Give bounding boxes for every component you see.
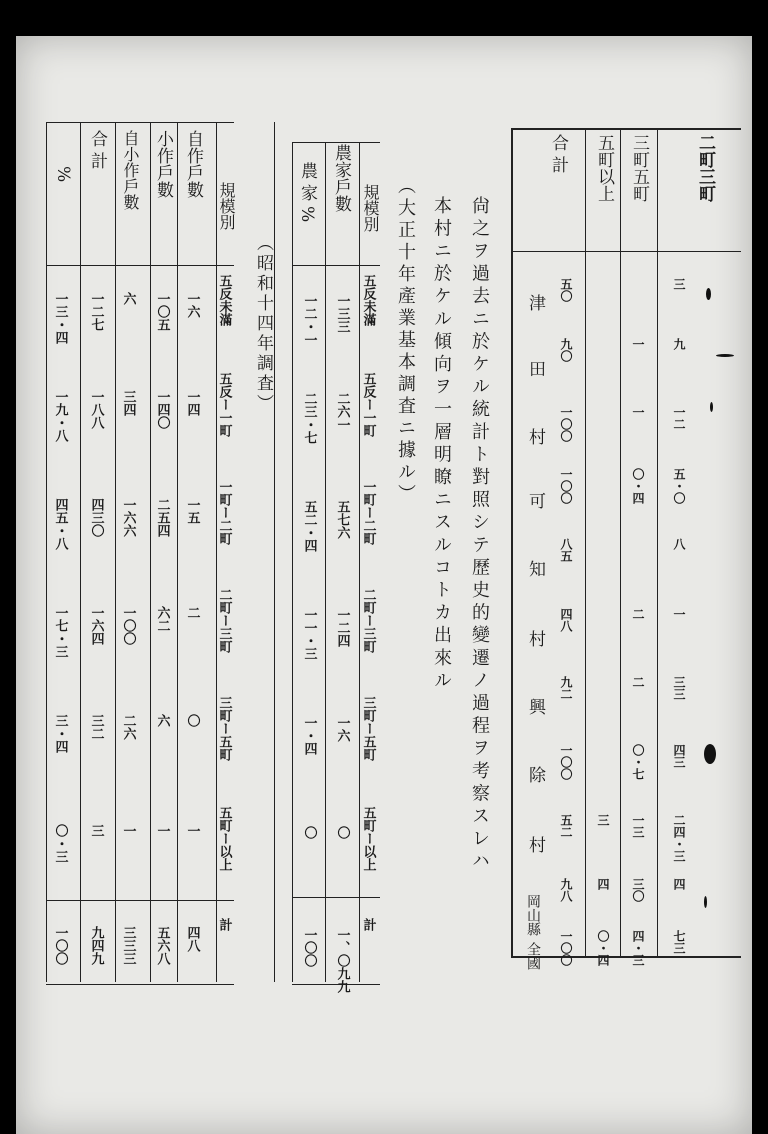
top-table-cell: 三三 (672, 676, 686, 700)
taisho-column-header: 二町ー三町 (360, 588, 376, 653)
showa-cell: 四八 (184, 926, 200, 952)
top-table-cell: 〇・四 (596, 930, 610, 966)
showa-cell: 五六八 (154, 926, 170, 965)
top-table-cell: 二 (631, 676, 645, 688)
taisho-cell: 一、〇九九 (334, 928, 350, 993)
top-table-cell: 三 (672, 278, 686, 290)
showa-cell: 一五 (184, 498, 200, 524)
top-table-cell: 五二 (559, 814, 573, 838)
showa-cell: 一 (184, 824, 200, 837)
top-table-cell: 〇・七 (631, 744, 645, 780)
top-table-cell: 一〇〇 (559, 406, 573, 442)
top-table-cell: 一三 (631, 814, 645, 838)
showa-cell: 一四〇 (154, 390, 170, 429)
taisho-cell: 五二・四 (301, 500, 317, 552)
showa-cell: 一六四 (88, 606, 104, 645)
ink-speck (704, 896, 707, 908)
top-table-cell: 七三 (672, 930, 686, 954)
showa-column-header: 三町ー五町 (216, 696, 232, 761)
ink-speck (704, 744, 716, 764)
showa-row-label-part-owner: 自小作戶數 (121, 130, 140, 210)
showa-row-label-tenant: 小作戶數 (153, 130, 173, 198)
showa-column-header: 五反ー一町 (216, 372, 232, 437)
top-table-cell: 一 (631, 338, 645, 350)
showa-cell: 一〇五 (154, 292, 170, 331)
top-table-cell: 一二 (672, 406, 686, 430)
taisho-row-label-households: 農家戶數 (331, 144, 351, 212)
showa-cell: 六 (120, 292, 136, 305)
top-table-cell: 二 (631, 608, 645, 620)
top-table-cell: 八 (672, 538, 686, 550)
showa-cell: 一六六 (120, 498, 136, 537)
showa-cell: 四三〇 (88, 498, 104, 537)
showa-column-header: 一町ー二町 (216, 480, 232, 545)
showa-cell: 九四九 (88, 926, 104, 965)
showa-cell: 二五四 (154, 498, 170, 537)
top-table-cell: 九二 (559, 676, 573, 700)
showa-row-label-owner: 自作戶數 (183, 130, 203, 198)
taisho-row-label-percent: 農家% (297, 162, 317, 228)
top-table-cell: 四八 (559, 608, 573, 632)
taisho-cell: 一〇〇 (301, 928, 317, 967)
header-zenkoku: 全國 (525, 942, 541, 970)
showa-cell: 二六 (120, 714, 136, 740)
taisho-column-header: 一町ー二町 (360, 480, 376, 545)
showa-cell: 三 (88, 824, 104, 837)
showa-cell: 一 (120, 824, 136, 837)
taisho-cell: 一・四 (301, 716, 317, 755)
taisho-cell: 一二四 (334, 608, 350, 647)
showa-cell: 一四 (184, 390, 200, 416)
top-table-cell: 一〇〇 (559, 930, 573, 966)
showa-cell: 三二 (88, 714, 104, 740)
showa-row-label-percent: % (53, 166, 73, 183)
showa-cell: 〇 (184, 714, 200, 727)
taisho-cell: 〇 (334, 826, 350, 839)
top-table-cell: 二四・三 (672, 814, 686, 862)
taisho-cell: 一一・三 (301, 608, 317, 660)
paragraph-line-1: 尙之ヲ過去ニ於ケル統計ト對照シテ歷史的變遷ノ過程ヲ考察スレハ (469, 196, 490, 874)
top-table-cell: 九八 (559, 878, 573, 902)
row-label-5cho-over: 五町以上 (594, 134, 614, 202)
taisho-corner: 規模別 (361, 184, 380, 232)
top-table-cell: 三〇 (631, 878, 645, 902)
showa-cell: 一九・八 (52, 390, 68, 442)
header-jo: 除 (525, 766, 545, 783)
top-table-cell: 一 (672, 608, 686, 620)
top-table-cell: 〇・四 (631, 468, 645, 504)
ink-speck (710, 402, 713, 412)
header-okayama: 岡山縣 (525, 894, 541, 936)
showa-cell: 二 (184, 606, 200, 619)
showa-cell: 三四 (120, 390, 136, 416)
top-table-cell: 五〇 (559, 278, 573, 302)
paragraph-line-3: （大正十年產業基本調査ニ據ル） (395, 176, 416, 506)
showa-cell: 四五・八 (52, 498, 68, 550)
header-tsuda: 津 (525, 294, 545, 311)
taisho-cell: 〇 (301, 826, 317, 839)
top-table-cell: 一 (631, 406, 645, 418)
header-mura3: 村 (525, 836, 545, 853)
header-mura: 村 (525, 428, 545, 445)
top-table-cell: 九 (672, 338, 686, 350)
top-table-cell: 四三 (672, 744, 686, 768)
caption-showa: （昭和十四年調査） (253, 234, 273, 414)
showa-row-label-total: 合計 (87, 130, 107, 174)
taisho-column-header: 五反ー一町 (360, 372, 376, 437)
showa-cell: 一〇〇 (52, 926, 68, 965)
showa-corner: 規模別 (217, 182, 236, 230)
taisho-column-header: 五町ー以上 (360, 806, 376, 871)
taisho-cell: 五七六 (334, 500, 350, 539)
taisho-cell: 一三三 (334, 294, 350, 333)
table-cells (16, 36, 752, 1134)
top-table-cell: 五・〇 (672, 468, 686, 504)
showa-cell: 一七・三 (52, 606, 68, 658)
top-table-cell: 三 (596, 814, 610, 826)
showa-cell: 一三・四 (52, 292, 68, 344)
showa-cell: 〇・三 (52, 824, 68, 863)
row-label-3to5cho: 三町五町 (629, 134, 649, 202)
taisho-cell: 二三・七 (301, 392, 317, 444)
showa-column-header: 二町ー三町 (216, 588, 232, 653)
showa-cell: 六二 (154, 606, 170, 632)
ink-speck (706, 288, 711, 300)
taisho-cell: 一六 (334, 716, 350, 742)
header-chi: 知 (525, 560, 545, 577)
row-label-2to3cho: 二町三町 (695, 134, 715, 202)
header-ko: 興 (525, 698, 545, 715)
top-table-cell: 八五 (559, 538, 573, 562)
showa-column-header: 計 (216, 918, 232, 931)
taisho-column-header: 計 (360, 918, 376, 931)
taisho-cell: 一二・一 (301, 294, 317, 346)
showa-column-header: 五町ー以上 (216, 806, 232, 871)
paragraph-line-2: 本村ニ於ケル傾向ヲ一層明瞭ニスルコトカ出來ル (431, 196, 452, 694)
header-da: 田 (525, 360, 545, 377)
taisho-cell: 二六一 (334, 392, 350, 431)
showa-cell: 一八八 (88, 390, 104, 429)
header-ka: 可 (525, 492, 545, 509)
top-table-cell: 四・三 (631, 930, 645, 966)
header-mura2: 村 (525, 630, 545, 647)
row-label-total: 合計 (548, 134, 568, 178)
showa-column-header: 五反未滿 (216, 274, 232, 326)
ink-speck (716, 354, 734, 357)
taisho-column-header: 三町ー五町 (360, 696, 376, 761)
showa-cell: 一二七 (88, 292, 104, 331)
taisho-column-header: 五反未滿 (360, 274, 376, 326)
top-table-cell: 四 (596, 878, 610, 890)
showa-cell: 三・四 (52, 714, 68, 753)
showa-cell: 一〇〇 (120, 606, 136, 645)
top-table-cell: 一〇〇 (559, 744, 573, 780)
document-page (16, 36, 752, 1134)
top-table-cell: 四 (672, 878, 686, 890)
showa-cell: 一六 (184, 292, 200, 318)
top-table-cell: 一〇〇 (559, 468, 573, 504)
showa-cell: 六 (154, 714, 170, 727)
showa-cell: 一 (154, 824, 170, 837)
showa-cell: 三三三 (120, 926, 136, 965)
top-table-cell: 九〇 (559, 338, 573, 362)
